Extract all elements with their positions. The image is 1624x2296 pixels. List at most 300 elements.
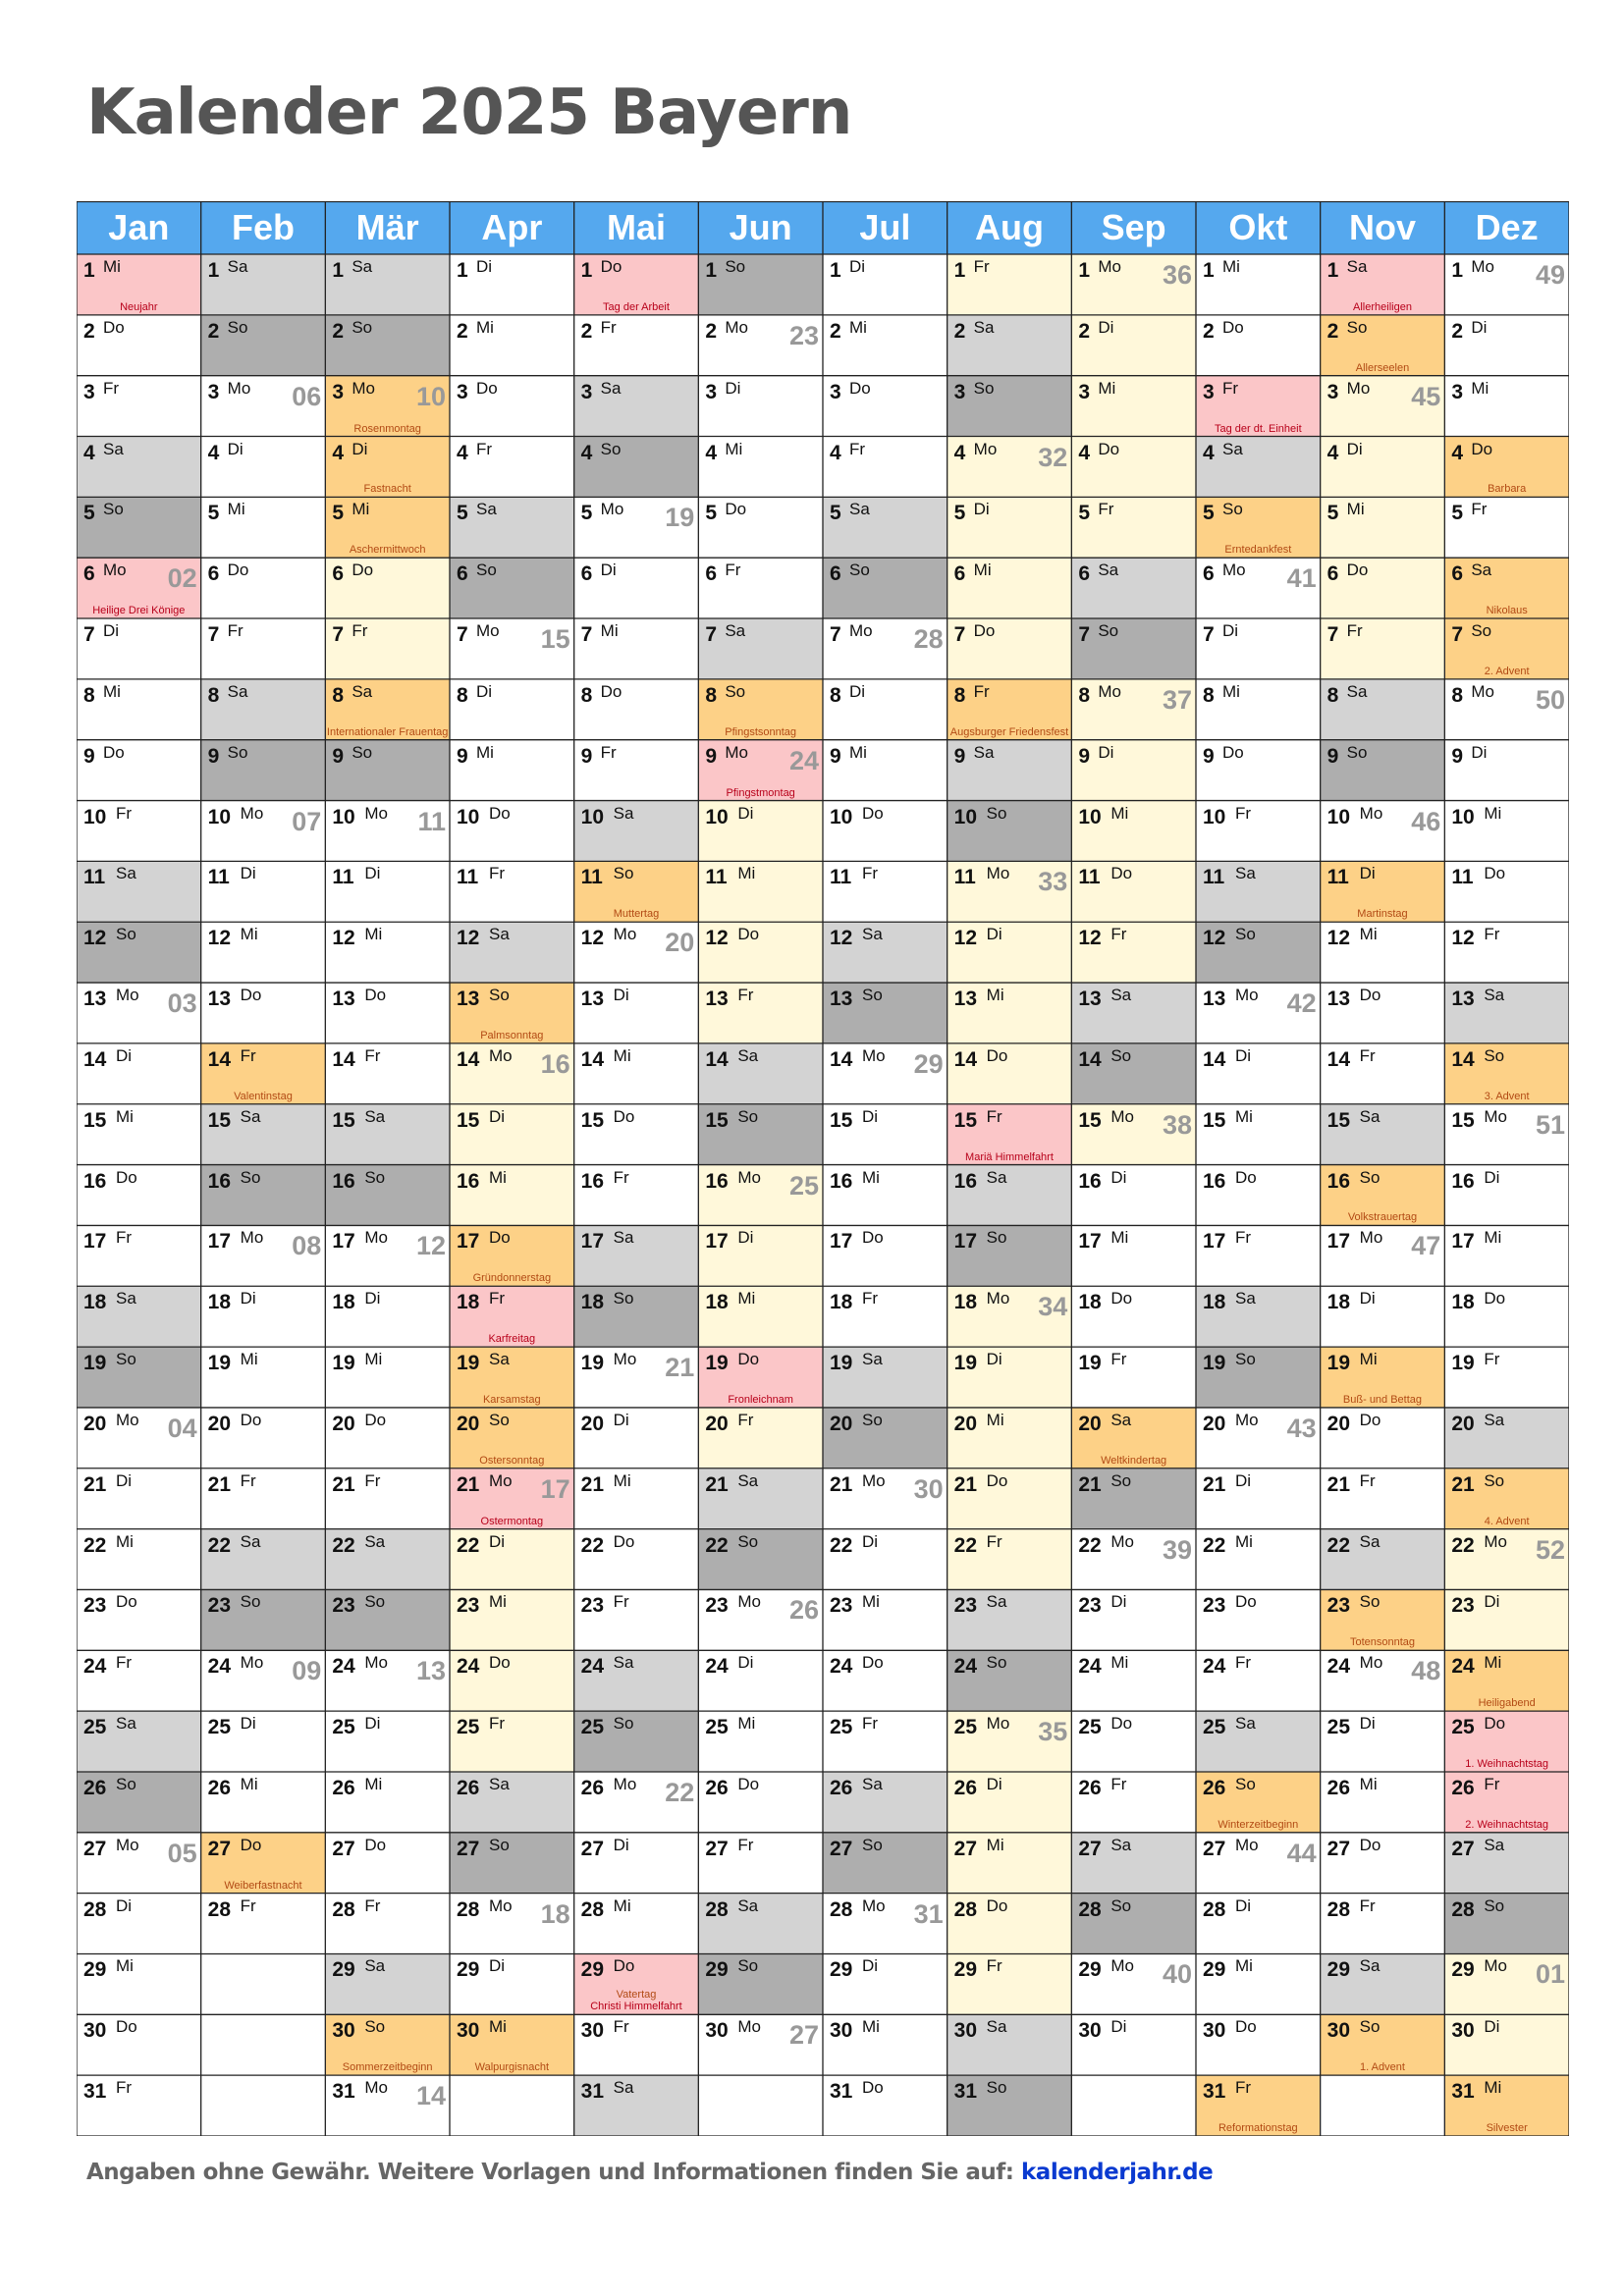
- day-number: 11: [332, 866, 354, 889]
- day-cell: [450, 254, 574, 315]
- holiday-label: Christi Himmelfahrt: [590, 2001, 682, 2013]
- day-number: 17: [457, 1230, 480, 1254]
- day-cell: [698, 315, 823, 376]
- weekday-label: Mo: [613, 1350, 637, 1369]
- weekday-label: Di: [476, 681, 493, 701]
- day-cell: [1444, 2014, 1569, 2075]
- day-number: 29: [1326, 1958, 1351, 1982]
- day-cell: [1196, 437, 1321, 498]
- day-number: 16: [207, 1169, 232, 1193]
- day-number: 20: [705, 1412, 729, 1435]
- week-number: 06: [292, 381, 322, 411]
- day-cell: [1196, 1772, 1321, 1833]
- day-cell: [1071, 1468, 1196, 1529]
- day-number: 24: [83, 1655, 107, 1679]
- day-number: 13: [580, 988, 605, 1011]
- weekday-label: Fr: [986, 1956, 1002, 1976]
- day-cell: [77, 437, 201, 498]
- week-number: 35: [1038, 1717, 1068, 1747]
- weekday-label: Mi: [1359, 1774, 1378, 1793]
- day-cell: [947, 1650, 1072, 1711]
- holiday-label: Pfingstsonntag: [725, 725, 797, 738]
- day-cell: [1321, 801, 1445, 862]
- day-number: 21: [457, 1472, 480, 1496]
- weekday-label: Di: [476, 257, 493, 276]
- weekday-label: Sa: [973, 317, 995, 337]
- day-number: 3: [1326, 380, 1339, 403]
- day-number: 13: [1078, 988, 1102, 1011]
- weekday-label: Mi: [240, 1350, 258, 1369]
- holiday-label: Ostersonntag: [479, 1454, 545, 1467]
- weekday-label: Fr: [489, 864, 506, 883]
- day-number: 15: [1451, 1108, 1475, 1132]
- day-number: 1: [83, 259, 95, 282]
- day-number: 19: [207, 1352, 232, 1375]
- day-number: 6: [580, 562, 593, 586]
- weekday-label: Mi: [1235, 1106, 1253, 1126]
- weekday-label: Mo: [1484, 1956, 1507, 1976]
- weekday-label: Di: [613, 986, 629, 1005]
- week-number: 38: [1162, 1109, 1192, 1140]
- day-cell: [77, 1894, 201, 1954]
- day-cell: [77, 983, 201, 1043]
- day-number: 11: [1078, 866, 1101, 889]
- weekday-label: Fr: [1359, 1045, 1376, 1065]
- day-number: 17: [207, 1230, 232, 1254]
- weekday-label: Mi: [973, 561, 992, 580]
- holiday-label: Mariä Himmelfahrt: [965, 1150, 1054, 1163]
- day-cell: [574, 1711, 699, 1772]
- day-cell: [1196, 1953, 1321, 2014]
- weekday-label: Fr: [613, 1592, 629, 1612]
- day-cell: [77, 1408, 201, 1468]
- day-cell: [823, 2075, 947, 2136]
- day-cell: [698, 1043, 823, 1104]
- day-number: 14: [1326, 1047, 1351, 1071]
- weekday-label: Sa: [1359, 1106, 1380, 1126]
- day-cell: [1444, 376, 1569, 437]
- weekday-label: Mi: [1110, 1653, 1129, 1673]
- weekday-label: Do: [489, 803, 511, 823]
- day-cell: [1321, 1104, 1445, 1165]
- weekday-label: So: [1484, 1045, 1505, 1065]
- weekday-label: Di: [725, 378, 741, 398]
- day-number: 29: [1078, 1958, 1102, 1982]
- day-number: 12: [332, 927, 355, 950]
- weekday-label: Di: [116, 1896, 133, 1915]
- weekday-label: So: [986, 803, 1007, 823]
- weekday-label: So: [986, 2078, 1007, 2098]
- weekday-label: So: [1222, 500, 1243, 519]
- holiday-label: Nikolaus: [1486, 605, 1528, 617]
- day-cell: [574, 376, 699, 437]
- weekday-label: Di: [737, 1228, 754, 1248]
- holiday-label: Allerseelen: [1355, 361, 1410, 374]
- weekday-label: Mo: [364, 803, 388, 823]
- weekday-label: Do: [849, 378, 871, 398]
- weekday-label: Sa: [116, 864, 136, 883]
- day-number: 4: [1078, 441, 1091, 464]
- holiday-label: Reformationstag: [1218, 2121, 1298, 2134]
- day-cell: [201, 1468, 326, 1529]
- week-number: 49: [1535, 260, 1565, 290]
- weekday-label: Mo: [849, 621, 873, 641]
- day-number: 5: [830, 502, 841, 525]
- day-cell: [77, 1225, 201, 1286]
- day-number: 22: [1326, 1533, 1351, 1557]
- day-cell: [450, 679, 574, 740]
- day-number: 13: [705, 988, 729, 1011]
- holiday-label: Walpurgisnacht: [474, 2061, 550, 2074]
- holiday-label: Heiligabend: [1478, 1697, 1536, 1710]
- day-cell: [823, 1347, 947, 1408]
- day-number: 21: [1203, 1472, 1226, 1496]
- day-number: 23: [830, 1594, 853, 1618]
- day-cell: [325, 1953, 450, 2014]
- day-cell: [77, 1589, 201, 1650]
- day-number: 21: [830, 1472, 853, 1496]
- weekday-label: Mo: [364, 2078, 388, 2098]
- day-number: 24: [1326, 1655, 1351, 1679]
- weekday-label: Mo: [1484, 1106, 1507, 1126]
- day-number: 3: [1203, 380, 1215, 403]
- day-cell: [823, 1711, 947, 1772]
- week-number: 22: [665, 1777, 695, 1807]
- day-cell: [698, 497, 823, 558]
- day-number: 26: [83, 1776, 107, 1799]
- weekday-label: Sa: [364, 1106, 386, 1126]
- day-number: 22: [953, 1533, 978, 1557]
- weekday-label: Di: [613, 1410, 629, 1429]
- weekday-label: Mo: [476, 621, 500, 641]
- day-number: 10: [1078, 805, 1102, 828]
- weekday-label: Mo: [364, 1228, 388, 1248]
- day-cell: [823, 1408, 947, 1468]
- day-number: 15: [830, 1108, 853, 1132]
- day-number: 17: [332, 1230, 355, 1254]
- day-number: 13: [1326, 988, 1351, 1011]
- week-number: 42: [1286, 988, 1317, 1019]
- day-cell: [77, 801, 201, 862]
- weekday-label: Mo: [352, 378, 375, 398]
- weekday-label: Fr: [1235, 1228, 1252, 1248]
- day-cell: [1321, 740, 1445, 801]
- weekday-label: Do: [116, 1592, 137, 1612]
- day-cell: [325, 315, 450, 376]
- day-number: 29: [830, 1958, 853, 1982]
- day-cell: [450, 1833, 574, 1894]
- holiday-label: Winterzeitbeginn: [1218, 1818, 1299, 1831]
- weekday-label: Do: [489, 1228, 511, 1248]
- day-number: 18: [1203, 1291, 1226, 1314]
- day-number: 5: [1326, 502, 1339, 525]
- day-number: 20: [953, 1412, 978, 1435]
- weekday-label: Sa: [489, 1350, 510, 1369]
- day-cell: [450, 801, 574, 862]
- day-cell: [574, 922, 699, 983]
- day-cell: [1321, 315, 1445, 376]
- month-header: Okt: [1196, 201, 1321, 254]
- weekday-label: Fr: [489, 1289, 506, 1308]
- weekday-label: Sa: [1471, 561, 1492, 580]
- weekday-label: Fr: [862, 1289, 879, 1308]
- day-cell: [1321, 983, 1445, 1043]
- day-cell: [1321, 376, 1445, 437]
- day-cell: [1444, 1529, 1569, 1590]
- week-number: 02: [167, 563, 197, 594]
- weekday-label: Do: [1222, 317, 1244, 337]
- day-cell: [947, 1165, 1072, 1226]
- week-number: 17: [540, 1473, 570, 1504]
- month-header: Feb: [201, 201, 326, 254]
- weekday-label: Mo: [737, 1167, 761, 1187]
- weekday-label: Fr: [1484, 925, 1500, 944]
- weekday-label: Di: [1359, 864, 1376, 883]
- day-cell: [574, 1650, 699, 1711]
- day-number: 23: [705, 1594, 729, 1618]
- holiday-label: Vatertag: [616, 1989, 657, 2002]
- day-cell: [698, 1225, 823, 1286]
- day-number: 8: [1451, 683, 1464, 707]
- weekday-label: Di: [986, 1774, 1002, 1793]
- day-number: 31: [83, 2080, 107, 2104]
- day-cell: [1196, 1165, 1321, 1226]
- day-cell: [325, 1347, 450, 1408]
- weekday-label: Di: [1484, 1592, 1500, 1612]
- day-cell: [947, 376, 1072, 437]
- weekday-label: Fr: [1235, 1653, 1252, 1673]
- weekday-label: Mi: [1484, 2078, 1502, 2098]
- day-number: 18: [83, 1291, 107, 1314]
- day-cell: [450, 1104, 574, 1165]
- day-cell: [698, 740, 823, 801]
- day-cell: [1071, 1165, 1196, 1226]
- week-number: 18: [540, 1898, 570, 1929]
- weekday-label: Mo: [862, 1896, 886, 1915]
- day-number: 10: [207, 805, 232, 828]
- week-number: 25: [788, 1170, 819, 1201]
- day-number: 5: [332, 502, 345, 525]
- weekday-label: So: [1110, 1896, 1132, 1915]
- weekday-label: Mi: [476, 317, 494, 337]
- day-cell: [1321, 1894, 1445, 1954]
- holiday-label: Aschermittwoch: [349, 544, 426, 557]
- weekday-label: So: [600, 439, 622, 458]
- day-cell: [1444, 801, 1569, 862]
- holiday-label: Gründonnerstag: [472, 1272, 552, 1285]
- day-cell: [201, 983, 326, 1043]
- weekday-label: Fr: [364, 1045, 381, 1065]
- week-number: 30: [913, 1473, 944, 1504]
- weekday-label: Sa: [364, 1956, 386, 1976]
- day-number: 16: [1203, 1169, 1226, 1193]
- day-number: 2: [705, 319, 718, 343]
- day-cell: [325, 2014, 450, 2075]
- day-number: 31: [332, 2080, 355, 2104]
- weekday-label: Fr: [116, 803, 133, 823]
- day-number: 17: [1451, 1230, 1475, 1254]
- weekday-label: So: [352, 742, 373, 762]
- day-number: 8: [83, 683, 95, 707]
- weekday-label: Mi: [489, 2017, 507, 2037]
- day-number: 28: [83, 1897, 107, 1921]
- day-cell: [947, 2014, 1072, 2075]
- day-number: 26: [1078, 1776, 1102, 1799]
- day-number: 20: [830, 1412, 853, 1435]
- weekday-label: Di: [240, 864, 256, 883]
- day-cell: [1196, 315, 1321, 376]
- day-number: 8: [953, 683, 966, 707]
- weekday-label: So: [1346, 317, 1368, 337]
- holiday-label: Tag der Arbeit: [603, 300, 670, 313]
- day-cell: [325, 1772, 450, 1833]
- weekday-label: Mi: [986, 1835, 1004, 1854]
- day-cell: [574, 1529, 699, 1590]
- day-cell: [1196, 1043, 1321, 1104]
- day-cell: [1444, 1953, 1569, 2014]
- weekday-label: Do: [973, 621, 996, 641]
- year-calendar-grid: [77, 201, 1569, 2136]
- day-number: 9: [1203, 744, 1215, 768]
- day-number: 19: [1326, 1352, 1351, 1375]
- month-header: Jun: [698, 201, 823, 254]
- week-number: 01: [1535, 1959, 1565, 1990]
- day-number: 9: [207, 744, 220, 768]
- weekday-label: Mo: [1484, 1531, 1507, 1551]
- day-cell: [1444, 861, 1569, 922]
- day-cell: [201, 861, 326, 922]
- day-cell: [823, 437, 947, 498]
- weekday-label: Fr: [1484, 1350, 1500, 1369]
- day-cell: [450, 497, 574, 558]
- day-number: 5: [83, 502, 95, 525]
- weekday-label: Sa: [737, 1896, 759, 1915]
- day-cell: [77, 376, 201, 437]
- day-cell: [77, 1711, 201, 1772]
- day-cell: [325, 1468, 450, 1529]
- week-number: 23: [788, 320, 819, 350]
- day-cell: [325, 497, 450, 558]
- day-number: 2: [580, 319, 593, 343]
- day-cell: [1196, 861, 1321, 922]
- weekday-label: Mi: [1346, 500, 1365, 519]
- day-cell: [698, 618, 823, 679]
- day-number: 28: [1203, 1897, 1226, 1921]
- footer-link[interactable]: kalenderjahr.de: [1021, 2160, 1214, 2185]
- day-number: 8: [457, 683, 468, 707]
- day-cell: [450, 740, 574, 801]
- day-number: 17: [1326, 1230, 1351, 1254]
- weekday-label: Sa: [1235, 864, 1256, 883]
- month-header: Mär: [325, 201, 450, 254]
- weekday-label: Mo: [986, 1714, 1010, 1734]
- day-number: 17: [83, 1230, 107, 1254]
- weekday-label: Sa: [1110, 1410, 1132, 1429]
- weekday-label: Sa: [1484, 1835, 1505, 1854]
- weekday-label: Fr: [737, 986, 754, 1005]
- day-cell: [823, 740, 947, 801]
- day-cell: [947, 437, 1072, 498]
- weekday-label: Fr: [489, 1714, 506, 1734]
- day-cell: [1071, 558, 1196, 618]
- day-cell: [698, 1408, 823, 1468]
- day-number: 12: [580, 927, 605, 950]
- weekday-label: So: [1359, 1592, 1380, 1612]
- day-number: 21: [705, 1472, 729, 1496]
- day-cell: [823, 1589, 947, 1650]
- weekday-label: Mo: [103, 561, 127, 580]
- day-cell: [1444, 1104, 1569, 1165]
- day-cell: [201, 1894, 326, 1954]
- day-cell: [1321, 1953, 1445, 2014]
- holiday-label: Pfingstmontag: [726, 786, 795, 799]
- day-number: 28: [580, 1897, 605, 1921]
- day-cell: [698, 922, 823, 983]
- day-cell: [77, 1833, 201, 1894]
- day-cell: [325, 2075, 450, 2136]
- day-number: 7: [332, 623, 345, 647]
- weekday-label: Fr: [240, 1896, 256, 1915]
- day-cell: [450, 861, 574, 922]
- day-number: 30: [1078, 2019, 1102, 2043]
- day-cell: [1321, 679, 1445, 740]
- day-cell: [1321, 1043, 1445, 1104]
- weekday-label: So: [1484, 1470, 1505, 1490]
- day-cell: [1196, 922, 1321, 983]
- day-cell: [1444, 437, 1569, 498]
- day-cell: [201, 558, 326, 618]
- day-cell: [574, 1347, 699, 1408]
- day-cell: [1196, 1347, 1321, 1408]
- day-number: 16: [332, 1169, 355, 1193]
- day-number: 19: [953, 1352, 978, 1375]
- day-cell: [947, 315, 1072, 376]
- day-number: 4: [705, 441, 718, 464]
- day-number: 16: [830, 1169, 853, 1193]
- day-number: 21: [83, 1472, 107, 1496]
- weekday-label: Sa: [862, 925, 883, 944]
- day-cell: [201, 1347, 326, 1408]
- day-cell: [450, 315, 574, 376]
- weekday-label: Mi: [849, 742, 867, 762]
- holiday-label: Augsburger Friedensfest: [949, 725, 1069, 738]
- day-cell: [1444, 1772, 1569, 1833]
- day-number: 7: [830, 623, 841, 647]
- holiday-label: Karsamstag: [482, 1393, 541, 1406]
- day-number: 19: [830, 1352, 853, 1375]
- weekday-label: Di: [1471, 317, 1488, 337]
- day-number: 5: [207, 502, 220, 525]
- day-cell: [1444, 679, 1569, 740]
- weekday-label: Sa: [103, 439, 124, 458]
- day-cell: [698, 1953, 823, 2014]
- day-number: 26: [1326, 1776, 1351, 1799]
- weekday-label: Do: [600, 681, 623, 701]
- day-number: 5: [953, 502, 966, 525]
- day-cell: [1071, 315, 1196, 376]
- weekday-label: Mo: [600, 500, 624, 519]
- weekday-label: Do: [1359, 1835, 1381, 1854]
- day-number: 12: [1326, 927, 1351, 950]
- day-number: 20: [207, 1412, 232, 1435]
- day-cell: [1071, 801, 1196, 862]
- day-cell: [1196, 497, 1321, 558]
- weekday-label: Mi: [849, 317, 867, 337]
- day-cell: [574, 1833, 699, 1894]
- day-number: 1: [1078, 259, 1091, 282]
- day-cell: [450, 1043, 574, 1104]
- day-cell: [1444, 1408, 1569, 1468]
